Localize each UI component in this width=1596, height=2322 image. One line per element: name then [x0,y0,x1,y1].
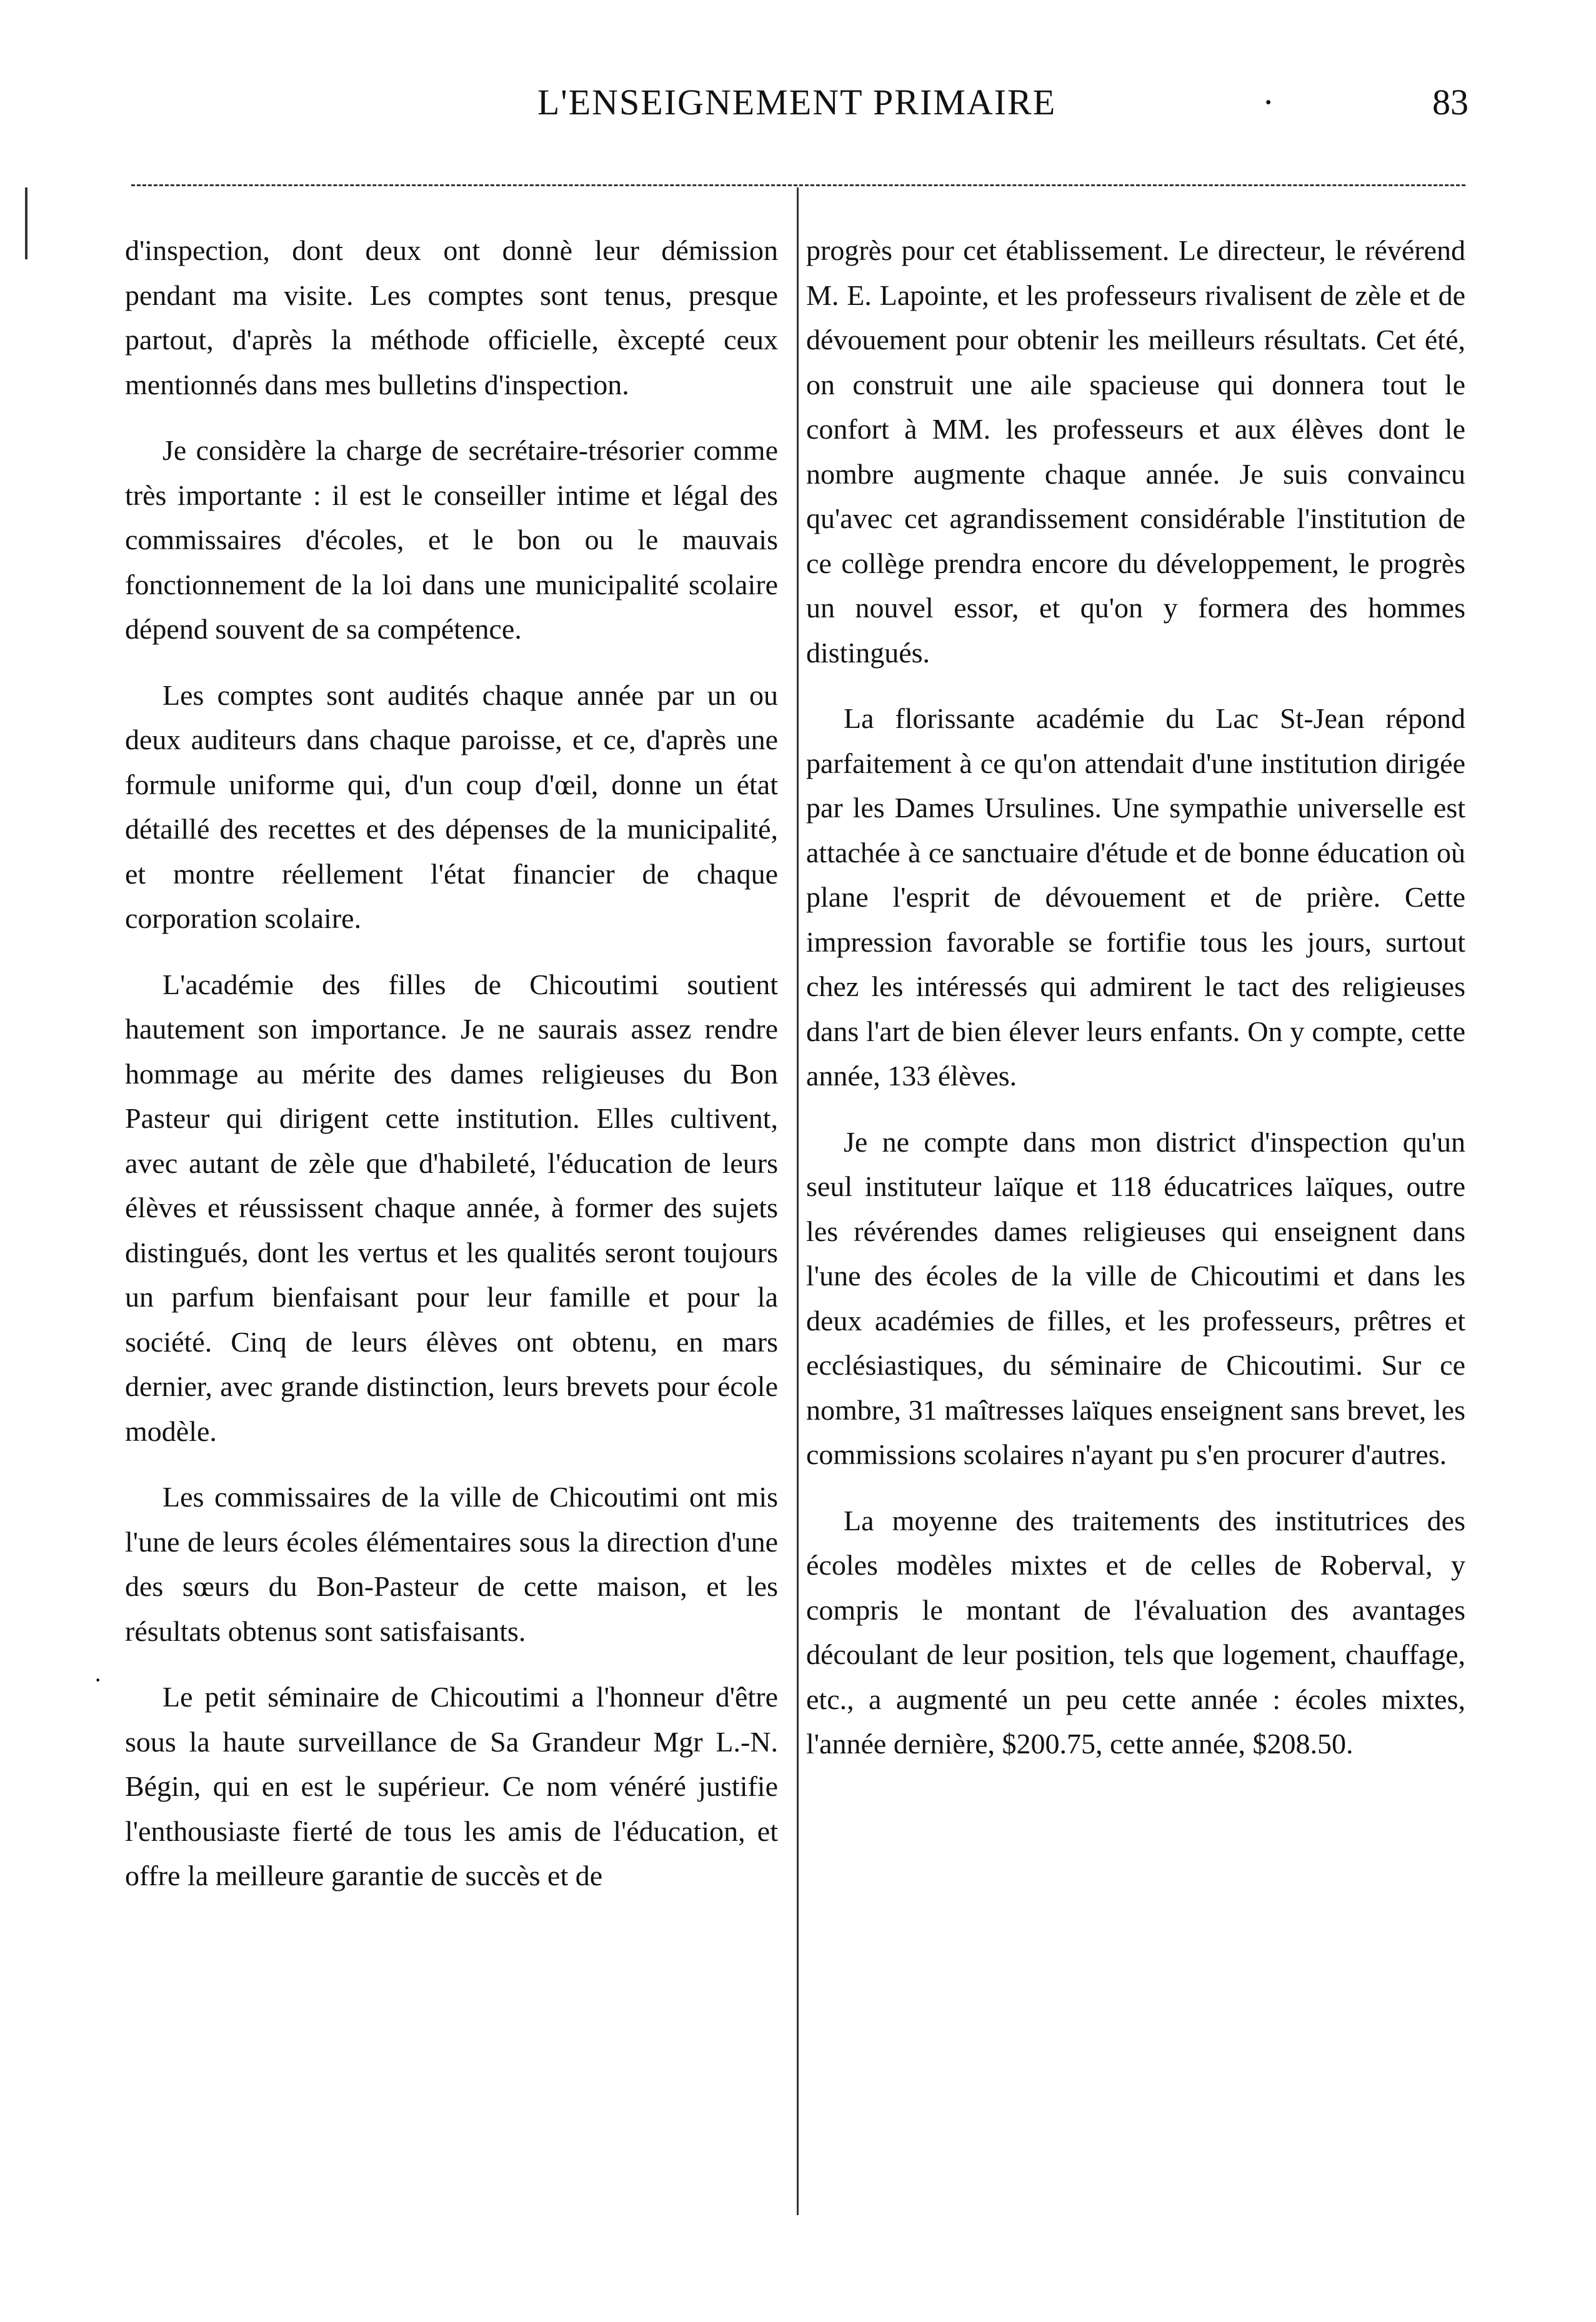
column-divider [797,187,799,2215]
paragraph: Les comptes sont audités chaque année par un ou deux auditeurs dans chaque paroisse, et ce, d'après une formule uniforme qui, d'un coup d'œil, donne un état détaillé des recettes et des dépenses de la municipalité, et montre réellement l'état financier de chaque corporation scolaire. [125,679,778,934]
margin-dot: · [94,1666,102,1694]
paragraph: La moyenne des traitements des institutrices des écoles modèles mixtes et de celles de Roberval, y compris le montant de l'évaluation des avantages découlant de leur position, tels que logement, chauffage, etc., a augmenté un peu cette année : écoles mixtes, l'année dernière, $200.75, cette année, $208.50. [806,1504,1465,1760]
paragraph: Le petit séminaire de Chicoutimi a l'honneur d'être sous la haute surveillance de Sa Grandeur Mgr L.-N. Bégin, qui en est le supérieur. Ce nom vénéré justifie l'enthousiaste fierté de tous les amis de l'éducation, et offre la meilleure garantie de succès et de [125,1681,778,1891]
header-dot: · [1262,82,1275,122]
margin-mark [25,187,27,259]
paragraph: La florissante académie du Lac St-Jean répond parfaitement à ce qu'on attendait d'une institution dirigée par les Dames Ursulines. Une sympathie universelle est attachée à ce sanctuaire d'étude et de bonne éducation où plane l'esprit de dévouement et de prière. Cette impression favorable se fortifie tous les jours, surtout chez les intéressés qui admirent le tact des religieuses dans l'art de bien élever leurs enfants. On y compte, cette année, 133 élèves. [806,702,1465,1092]
paragraph: Les commissaires de la ville de Chicoutimi ont mis l'une de leurs écoles élémentaires sous la direction d'une des sœurs du Bon-Pasteur de cette maison, et les résultats obtenus sont satisfaisants. [125,1481,778,1647]
paragraph: d'inspection, dont deux ont donnè leur démission pendant ma visite. Les comptes sont tenus, presque partout, d'après la méthode officielle, èxcepté ceux mentionnés dans mes bulletins d'inspection. [125,234,778,401]
header-rule [131,184,1465,186]
left-column [125,228,778,1920]
running-title: L'ENSEIGNEMENT PRIMAIRE [537,82,1057,122]
page-header [125,81,1469,137]
paragraph: Je ne compte dans mon district d'inspection qu'un seul instituteur laïque et 118 éducatrices laïques, outre les révérendes dames religieuses qui enseignent dans l'une des écoles de la ville de Chicoutimi et dans les deux académies de filles, et les professeurs, prêtres et ecclésiastiques, du séminaire de Chicoutimi. Sur ce nombre, 31 maîtresses laïques enseignent sans brevet, les commissions scolaires n'ayant pu s'en procurer d'autres. [806,1125,1465,1470]
right-column [806,228,1465,1788]
paragraph: L'académie des filles de Chicoutimi soutient hautement son importance. Je ne saurais assez rendre hommage au mérite des dames religieuses du Bon Pasteur qui dirigent cette institution. Elles cultivent, avec autant de zèle que d'habileté, l'éducation de leurs élèves et réussissent chaque année, à former des sujets distingués, dont les vertus et les qualités seront toujours un parfum bienfaisant pour leur famille et pour la société. Cinq de leurs élèves ont obtenu, en mars dernier, avec grande distinction, leurs brevets pour école modèle. [125,968,778,1447]
paragraph: progrès pour cet établissement. Le directeur, le révérend M. E. Lapointe, et les professeurs rivalisent de zèle et de dévouement pour obtenir les meilleurs résultats. Cet été, on construit une aile spacieuse qui donnera tout le confort à MM. les professeurs et aux élèves dont le nombre augmente chaque année. Je suis convaincu qu'avec cet agrandissement considérable l'institution de ce collège prendra encore du développement, le progrès un nouvel essor, et qu'on y formera des hommes distingués. [806,234,1465,669]
page-number: 83 [1432,82,1469,122]
paragraph: Je considère la charge de secrétaire-trésorier comme très importante : il est le conseiller intime et légal des commissaires d'écoles, et le bon ou le mauvais fonctionnement de la loi dans une municipalité scolaire dépend souvent de sa compétence. [125,434,778,645]
